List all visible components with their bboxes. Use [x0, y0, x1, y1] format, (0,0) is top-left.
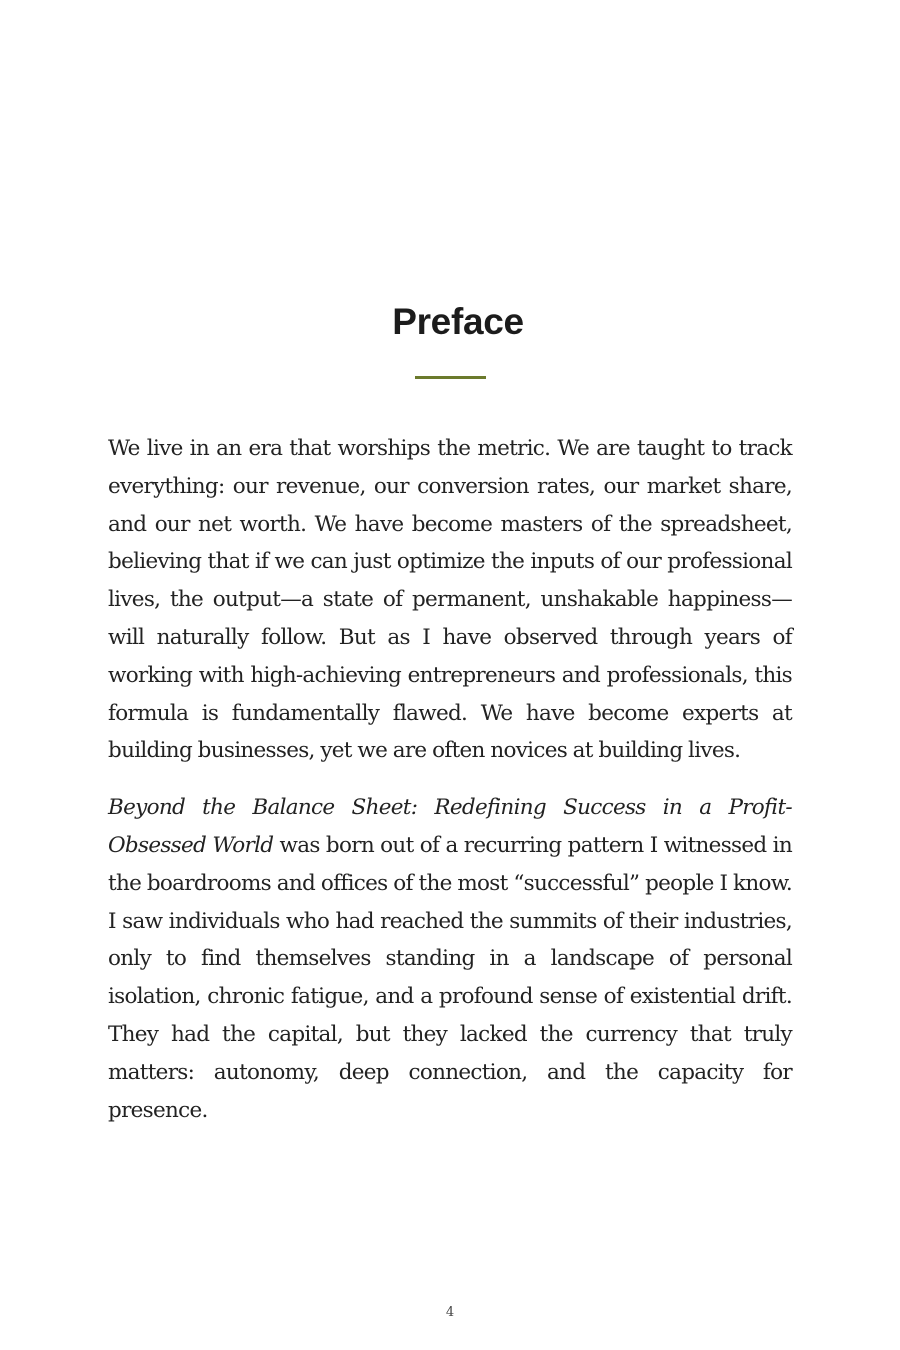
book-title: Beyond the Balance Sheet: Redefining Success in a Profit-Obsessed World [108, 795, 792, 858]
paragraph-1-text: We live in an era that worships the metric. We are taught to track everything: our revenue, our conversion rates, our market share, and our net worth. We have become masters of the spreadsheet, believing that if we can just optimize the inputs of our professional lives, the output—a state of permanent, unshakable happiness—will naturally follow. But as I have observed through years of working with high-achieving entrepreneurs and professionals, this formula is fundamentally flawed. We have become experts at building businesses, yet we are often novices at building lives. [108, 436, 792, 764]
paragraph-2-text: was born out of a recurring pattern I witnessed in the boardrooms and offices of the most “successful” people I know. I saw individuals who had reached the summits of their industries, only to find themselves standing in a landscape of personal isolation, chronic fatigue, and a profound sense of existential drift. They had the capital, but they lacked the currency that truly matters: autonomy, deep connection, and the capacity for presence. [108, 832, 793, 1123]
title-divider [415, 376, 486, 379]
page-number: 4 [445, 1305, 455, 1320]
body-text [108, 430, 792, 1148]
paragraph-2 [108, 789, 792, 1129]
paragraph-1 [108, 430, 792, 770]
page-title: Preface [392, 301, 524, 342]
